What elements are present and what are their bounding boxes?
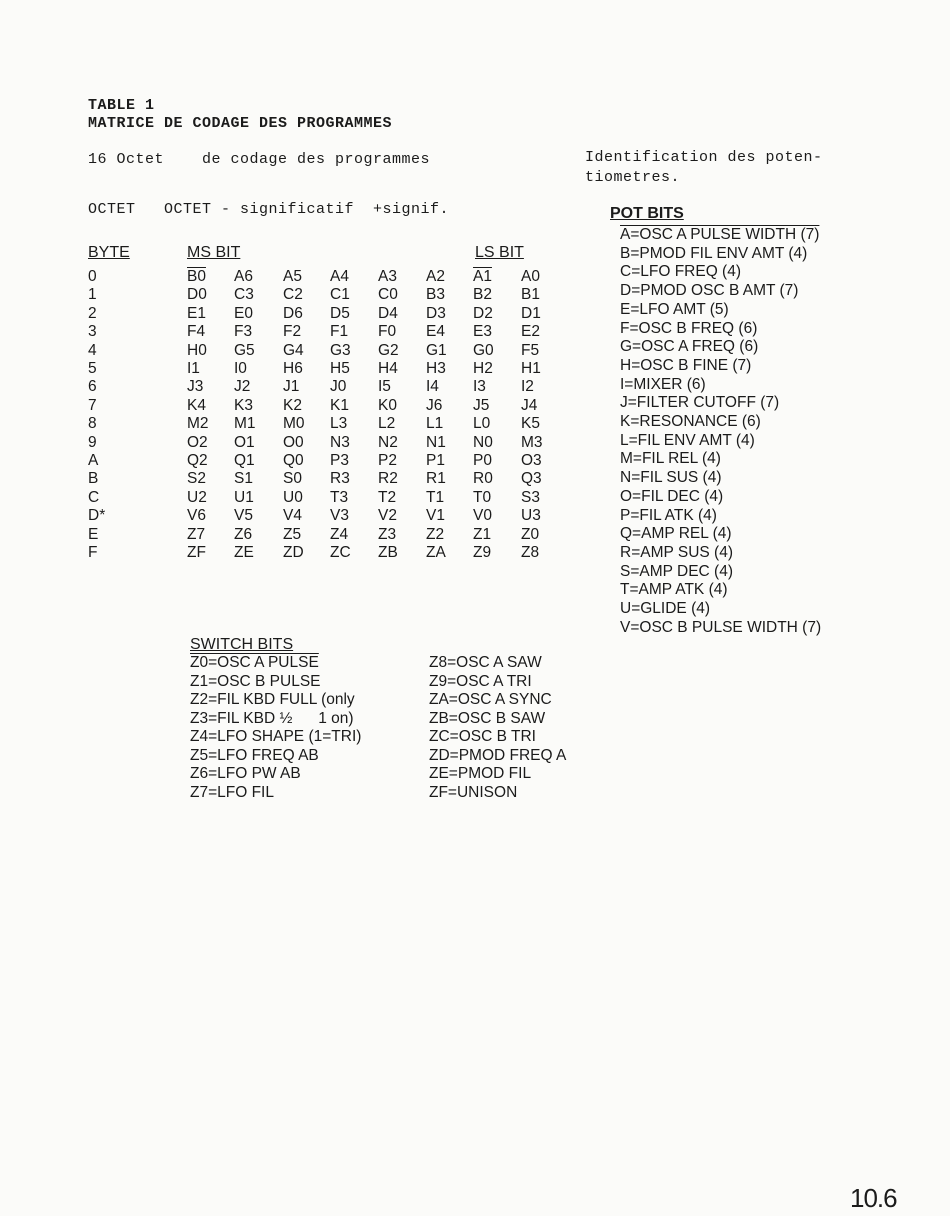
table-cell: G4 [283,341,304,359]
table-cell: R2 [378,470,398,488]
byte-label: B [88,470,99,488]
table-cell: F3 [234,323,253,341]
table-cell: I0 [234,360,247,377]
pot-bit-item: D=PMOD OSC B AMT (7) [620,282,799,300]
table-cell: Q0 [283,452,304,469]
switch-bit-item: Z9=OSC A TRI [429,672,532,690]
table-cell: D0 [187,286,207,304]
table-cell: K2 [283,396,302,414]
table-cell: H6 [283,360,303,377]
table-cell: L2 [378,415,396,433]
ms-bit-header: MS BIT [187,244,241,261]
table-cell: C1 [330,286,350,304]
table-cell: G0 [473,341,494,359]
byte-label: D* [88,507,106,525]
table-cell: B2 [473,286,492,304]
table-cell: I2 [521,378,534,396]
byte-label: 2 [88,304,97,322]
table-cell: Z7 [187,525,206,543]
pot-bit-item: R=AMP SUS (4) [620,543,733,561]
table-cell: ZF [187,544,206,561]
table-cell: O1 [234,433,255,451]
table-cell: M2 [187,415,209,433]
switch-bit-item: Z5=LFO FREQ AB [190,746,319,764]
pot-bit-item: O=FIL DEC (4) [620,487,724,505]
table-cell: A5 [283,268,302,285]
table-cell: S1 [234,470,253,488]
table-cell: B1 [521,286,540,304]
table-cell: A6 [234,268,253,285]
table-cell: D3 [426,304,446,322]
byte-label: 0 [88,268,97,285]
byte-label: 4 [88,341,97,359]
pot-bit-item: C=LFO FREQ (4) [620,263,742,281]
table-cell: J3 [187,378,204,396]
table-cell: K0 [378,396,397,414]
byte-label: 7 [88,396,97,414]
table-cell: J2 [234,378,251,396]
table-cell: B3 [426,286,445,304]
table-cell: S3 [521,488,540,506]
switch-bit-item: ZE=PMOD FIL [429,765,532,782]
table-cell: F5 [521,341,540,359]
table-cell: F4 [187,323,206,341]
table-cell: O3 [521,452,542,469]
table-cell: V2 [378,507,397,525]
table-cell: A0 [521,268,540,285]
table-cell: Z0 [521,525,540,543]
pot-bit-item: I=MIXER (6) [620,375,706,393]
page-number: 10.6 [850,1183,897,1213]
table-cell: ZB [378,544,398,561]
switch-bit-item: Z7=LFO FIL [190,783,274,801]
pot-bit-item: P=FIL ATK (4) [620,506,717,524]
table-cell: F1 [330,323,349,341]
table-cell: V3 [330,507,349,525]
table-cell: U3 [521,507,541,525]
pot-bit-item: B=PMOD FIL ENV AMT (4) [620,244,808,262]
table-cell: G1 [426,341,447,359]
table-cell: N1 [426,433,446,451]
switch-bit-item: ZD=PMOD FREQ A [429,746,567,764]
table-cell: K3 [234,396,253,414]
table-cell: V0 [473,507,492,525]
table-cell: D1 [521,304,541,322]
switch-bit-item: Z0=OSC A PULSE [190,654,319,671]
pot-bits-title: POT BITS [610,205,684,222]
byte-label: 6 [88,378,97,396]
table-cell: Q3 [521,470,542,488]
pot-bit-item: N=FIL SUS (4) [620,469,722,487]
table-cell: Z9 [473,544,492,561]
pot-bit-item: G=OSC A FREQ (6) [620,338,759,356]
pot-bit-item: F=OSC B FREQ (6) [620,319,758,337]
table-cell: Z1 [473,525,492,543]
table-cell: P3 [330,452,349,469]
table-cell: E3 [473,323,492,341]
table-cell: Z4 [330,525,349,543]
switch-bit-item: Z8=OSC A SAW [429,654,542,671]
pot-bit-item: Q=AMP REL (4) [620,525,732,543]
table-cell: N3 [330,433,350,451]
table-cell: ZE [234,544,254,561]
table-cell: J0 [330,378,347,396]
table-cell: D5 [330,304,350,322]
table-cell: J1 [283,378,300,396]
switch-bit-item: Z6=LFO PW AB [190,765,301,782]
table-cell: A1 [473,268,492,285]
table-cell: V4 [283,507,302,525]
table-cell: P0 [473,452,492,469]
table-cell: K5 [521,415,540,433]
table-cell: M3 [521,433,543,451]
table-cell: H0 [187,341,207,359]
table-cell: L3 [330,415,348,433]
table-cell: N0 [473,433,493,451]
pot-bit-item: E=LFO AMT (5) [620,300,729,318]
table-cell: R1 [426,470,446,488]
switch-bit-item: ZB=OSC B SAW [429,709,546,727]
table-cell: M0 [283,415,305,433]
table-cell: T3 [330,488,349,506]
pot-bit-item: K=RESONANCE (6) [620,413,761,430]
table-cell: P1 [426,452,445,469]
table-cell: R0 [473,470,493,488]
table-cell: Q1 [234,452,255,469]
table-cell: E2 [521,323,540,341]
pot-bit-item: J=FILTER CUTOFF (7) [620,394,780,412]
table-cell: D6 [283,304,303,322]
table-cell: I4 [426,378,439,396]
table-cell: U0 [283,488,303,506]
table-cell: I1 [187,360,200,377]
table-cell: J5 [473,396,490,414]
table-cell: F0 [378,323,397,341]
table-cell: C0 [378,286,398,304]
table-cell: N2 [378,433,398,451]
table-cell: S2 [187,470,206,488]
byte-label: 1 [88,286,97,304]
table-cell: Z6 [234,525,253,543]
table-cell: L0 [473,415,491,433]
table-cell: M1 [234,415,256,433]
table-cell: V1 [426,507,445,525]
table-cell: Z5 [283,525,302,543]
table-cell: F2 [283,323,302,341]
pot-bit-item: S=AMP DEC (4) [620,562,733,580]
byte-label: F [88,544,98,561]
table-subtitle: MATRICE DE CODAGE DES PROGRAMMES [88,115,393,132]
table-cell: ZA [426,544,446,561]
octet-header: OCTET OCTET - significatif +signif. [88,201,450,218]
table-cell: G2 [378,341,399,359]
switch-bit-item: ZA=OSC A SYNC [429,691,552,708]
table-cell: ZD [283,544,304,561]
table-cell: K1 [330,396,349,414]
table-title: TABLE 1 [88,97,155,114]
table-cell: A4 [330,268,349,285]
table-cell: H2 [473,360,493,377]
pot-bit-item: T=AMP ATK (4) [620,581,728,599]
switch-bits-title: SWITCH BITS [190,636,294,653]
octet-description: 16 Octet de codage des programmes [88,151,431,168]
table-cell: G5 [234,341,255,359]
pot-bit-item: V=OSC B PULSE WIDTH (7) [620,618,822,636]
table-cell: O2 [187,433,208,451]
table-cell: U1 [234,488,254,506]
byte-label: A [88,452,99,469]
switch-bit-item: Z4=LFO SHAPE (1=TRI) [190,728,362,745]
table-cell: Z2 [426,525,445,543]
table-cell: E4 [426,323,445,341]
pot-bit-item: H=OSC B FINE (7) [620,356,752,374]
table-cell: K4 [187,396,206,414]
table-cell: U2 [187,488,207,506]
switch-bit-item: ZC=OSC B TRI [429,728,536,745]
table-cell: E0 [234,304,253,322]
table-cell: O0 [283,433,304,451]
byte-column-header: BYTE [88,244,130,261]
table-cell: T1 [426,488,445,506]
table-cell: L1 [426,415,444,433]
switch-bit-item: ZF=UNISON [429,783,518,801]
table-cell: T0 [473,488,492,506]
table-cell: H1 [521,360,541,377]
table-cell: H4 [378,360,398,377]
pot-identification: Identification des poten- tiometres. [585,149,823,186]
table-cell: V5 [234,507,253,525]
table-cell: B0 [187,268,206,285]
pot-bit-item: A=OSC A PULSE WIDTH (7) [620,226,820,243]
table-cell: P2 [378,452,397,469]
table-cell: G3 [330,341,351,359]
byte-label: 5 [88,360,97,377]
table-cell: Q2 [187,452,208,469]
table-cell: C2 [283,286,303,304]
table-cell: A3 [378,268,397,285]
pot-bit-item: L=FIL ENV AMT (4) [620,431,755,449]
byte-label: E [88,525,99,543]
table-cell: J4 [521,396,538,414]
table-cell: I3 [473,378,486,396]
byte-label: 3 [88,323,97,341]
table-cell: D2 [473,304,493,322]
pot-bit-item: M=FIL REL (4) [620,450,721,468]
table-cell: S0 [283,470,302,488]
table-cell: A2 [426,268,445,285]
table-cell: R3 [330,470,350,488]
table-cell: D4 [378,304,398,322]
table-cell: ZC [330,544,351,561]
byte-label: 9 [88,433,97,451]
byte-label: 8 [88,415,97,433]
pot-bit-item: U=GLIDE (4) [620,600,711,617]
table-cell: H5 [330,360,350,377]
ls-bit-header: LS BIT [475,244,524,261]
table-cell: Z8 [521,544,540,561]
switch-bit-item: Z2=FIL KBD FULL (only [190,691,355,708]
table-cell: I5 [378,378,391,396]
table-cell: C3 [234,286,254,304]
table-cell: T2 [378,488,397,506]
table-cell: E1 [187,304,206,322]
table-cell: V6 [187,507,206,525]
table-cell: J6 [426,396,443,414]
switch-bit-item: Z1=OSC B PULSE [190,672,321,690]
switch-bit-item: Z3=FIL KBD ½ 1 on) [190,709,354,727]
byte-label: C [88,488,100,506]
table-cell: Z3 [378,525,397,543]
table-cell: H3 [426,360,446,377]
